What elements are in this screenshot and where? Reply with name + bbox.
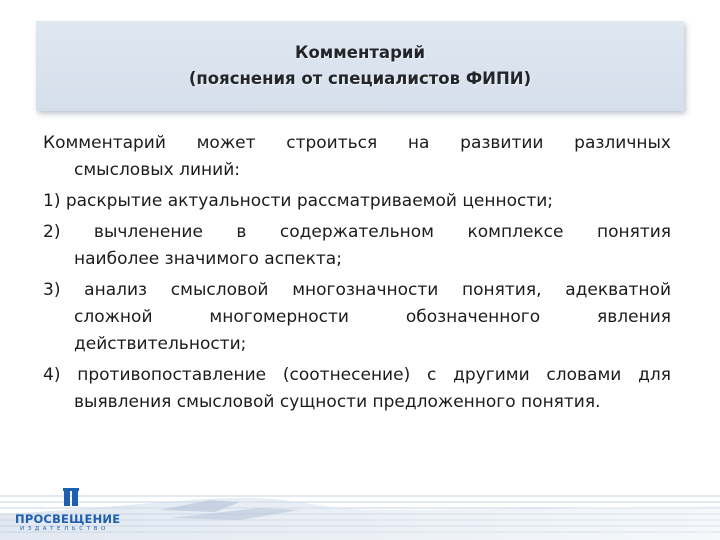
text-line: сложной многомерности обозначенного явления (74, 307, 671, 327)
text-line: 3) анализ смысловой многозначности понятия, адекватной (43, 280, 671, 300)
footer-band (0, 488, 720, 540)
slide-body (43, 130, 671, 420)
text-line: 1) раскрытие актуальности рассматриваемой ценности; (43, 191, 554, 211)
text-line: 4) противопоставление (соотнесение) с другими словами для (43, 365, 671, 385)
text-line: смысловых линий: (74, 160, 240, 180)
text-line: наиболее значимого аспекта; (74, 249, 342, 269)
title-banner (36, 21, 684, 111)
text-line: выявления смысловой сущности предложенного понятия. (74, 392, 601, 412)
publisher-logo-name: ПРОСВЕЩЕНИЕ (15, 512, 121, 526)
publisher-logo-subtitle: ИЗДАТЕЛЬСТВО (20, 526, 109, 532)
publisher-logo-icon (63, 488, 79, 506)
slide-title: Комментарий (294, 43, 426, 62)
list-item (43, 188, 671, 215)
list-item (43, 219, 671, 273)
intro-paragraph (43, 130, 671, 184)
list-item (43, 277, 671, 358)
list-item (43, 362, 671, 416)
text-line: действительности; (74, 334, 247, 354)
slide-subtitle: (пояснения от специалистов ФИПИ) (188, 69, 532, 88)
text-line: 2) вычленение в содержательном комплексе понятия (43, 222, 671, 242)
text-line: Комментарий может строиться на развитии различных (43, 133, 671, 153)
